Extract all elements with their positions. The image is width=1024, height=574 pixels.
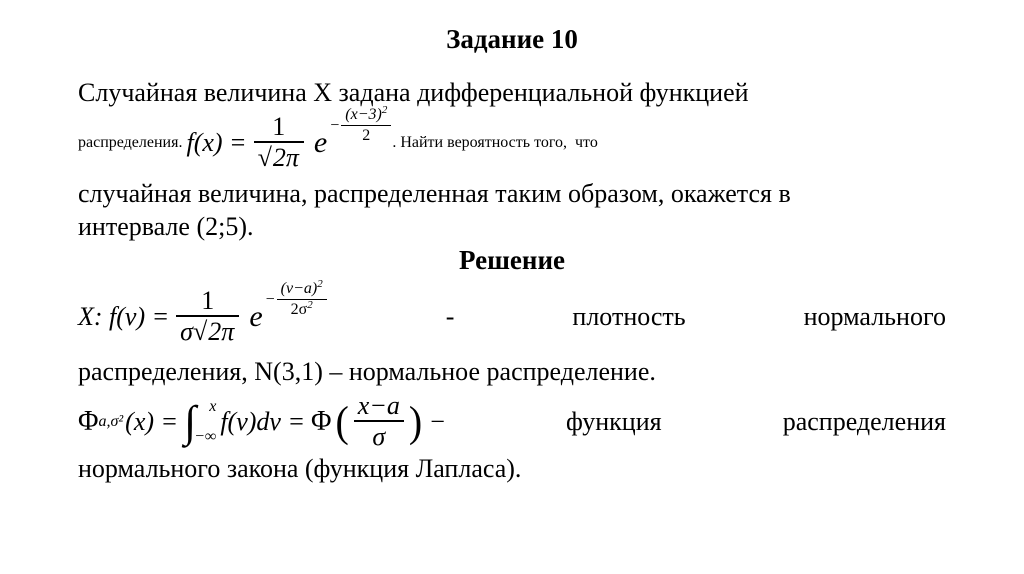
formula-fx (186, 104, 392, 173)
sqrt-icon: √ (257, 143, 272, 173)
density-word-1: плотность (572, 302, 686, 331)
sqrt-icon: √ (193, 317, 208, 347)
laplace-word-1: функция (566, 406, 662, 436)
exponent (265, 278, 328, 319)
minus-sign: − (330, 116, 340, 134)
formula-phi-arg: (x) = (125, 406, 179, 436)
density-dash: - (445, 302, 455, 331)
density-line (78, 279, 946, 355)
open-paren: ( (335, 397, 349, 446)
exponent-numerator: $(v-a)^2$ (280, 278, 323, 298)
problem-line-1: Случайная величина X задана дифференциальной функцией (78, 78, 749, 107)
radicand: 2π (208, 317, 235, 347)
minus-sign: − (430, 406, 445, 436)
problem-line-4: интервале (2;5). (78, 212, 254, 241)
problem-line2-suffix: . Найти вероятность того, что (392, 134, 598, 151)
radicand: 2π (272, 143, 299, 173)
fraction-numerator: 1 (272, 112, 286, 142)
minus-sign: − (265, 290, 275, 308)
sigma-symbol: σ (180, 317, 193, 347)
formula-fv (78, 278, 328, 347)
exponent-denominator: 2 (341, 125, 391, 145)
fraction-denominator (254, 141, 304, 173)
integral-lower-limit: −∞ (194, 427, 217, 445)
superscript-2: 2 (307, 299, 313, 312)
normal-distribution-line: распределения, N(3,1) – нормальное распределение. (78, 357, 656, 386)
euler-base: e (313, 125, 328, 159)
exponent-fraction (341, 104, 391, 145)
page-title: Задание 10 (446, 24, 578, 54)
problem-line-2 (78, 104, 946, 176)
euler-base: e (249, 299, 263, 333)
fraction-denominator: σ (354, 420, 404, 452)
fraction (176, 287, 239, 347)
solution-heading: Решение (459, 245, 565, 275)
integrand: f(v)dv = (220, 406, 305, 436)
formula-phi: Φ a,σ² (x) = ∫ x −∞ f(v)dv = Φ ( $\frac{x-a}{\sigma}$ ) − (78, 391, 445, 452)
fraction-numerator: x−a (357, 391, 400, 420)
exponent-numerator: $(x-3)^2$ (345, 104, 388, 124)
formula-fx-lhs: f(x) = (186, 127, 247, 157)
fraction-denominator (176, 315, 239, 347)
problem-line2-prefix: распределения. (78, 134, 187, 151)
last-line: нормального закона (функция Лапласа). (78, 453, 522, 483)
laplace-line (78, 392, 946, 452)
phi-symbol: Φ (311, 405, 332, 437)
superscript-2: 2 (317, 278, 323, 291)
fraction-numerator: 1 (201, 286, 215, 316)
formula-fv-lhs: X: f(v) = (78, 301, 170, 331)
integral-upper-limit: x (209, 397, 217, 415)
integral-limits (194, 399, 216, 445)
laplace-word-2: распределения (782, 406, 946, 436)
problem-line-3: случайная величина, распределенная таким образом, окажется в (78, 179, 791, 208)
exponent-fraction (277, 278, 327, 319)
density-word-2: нормального (803, 302, 946, 331)
superscript-2: 2 (381, 104, 388, 117)
phi-symbol: Φ (78, 405, 99, 437)
exponent (330, 104, 392, 145)
exponent-denominator: $2\sigma^2$ (277, 299, 327, 319)
integral-icon: ∫ (184, 396, 197, 446)
fraction (254, 113, 304, 173)
close-paren: ) (408, 397, 423, 446)
fraction (354, 392, 404, 452)
